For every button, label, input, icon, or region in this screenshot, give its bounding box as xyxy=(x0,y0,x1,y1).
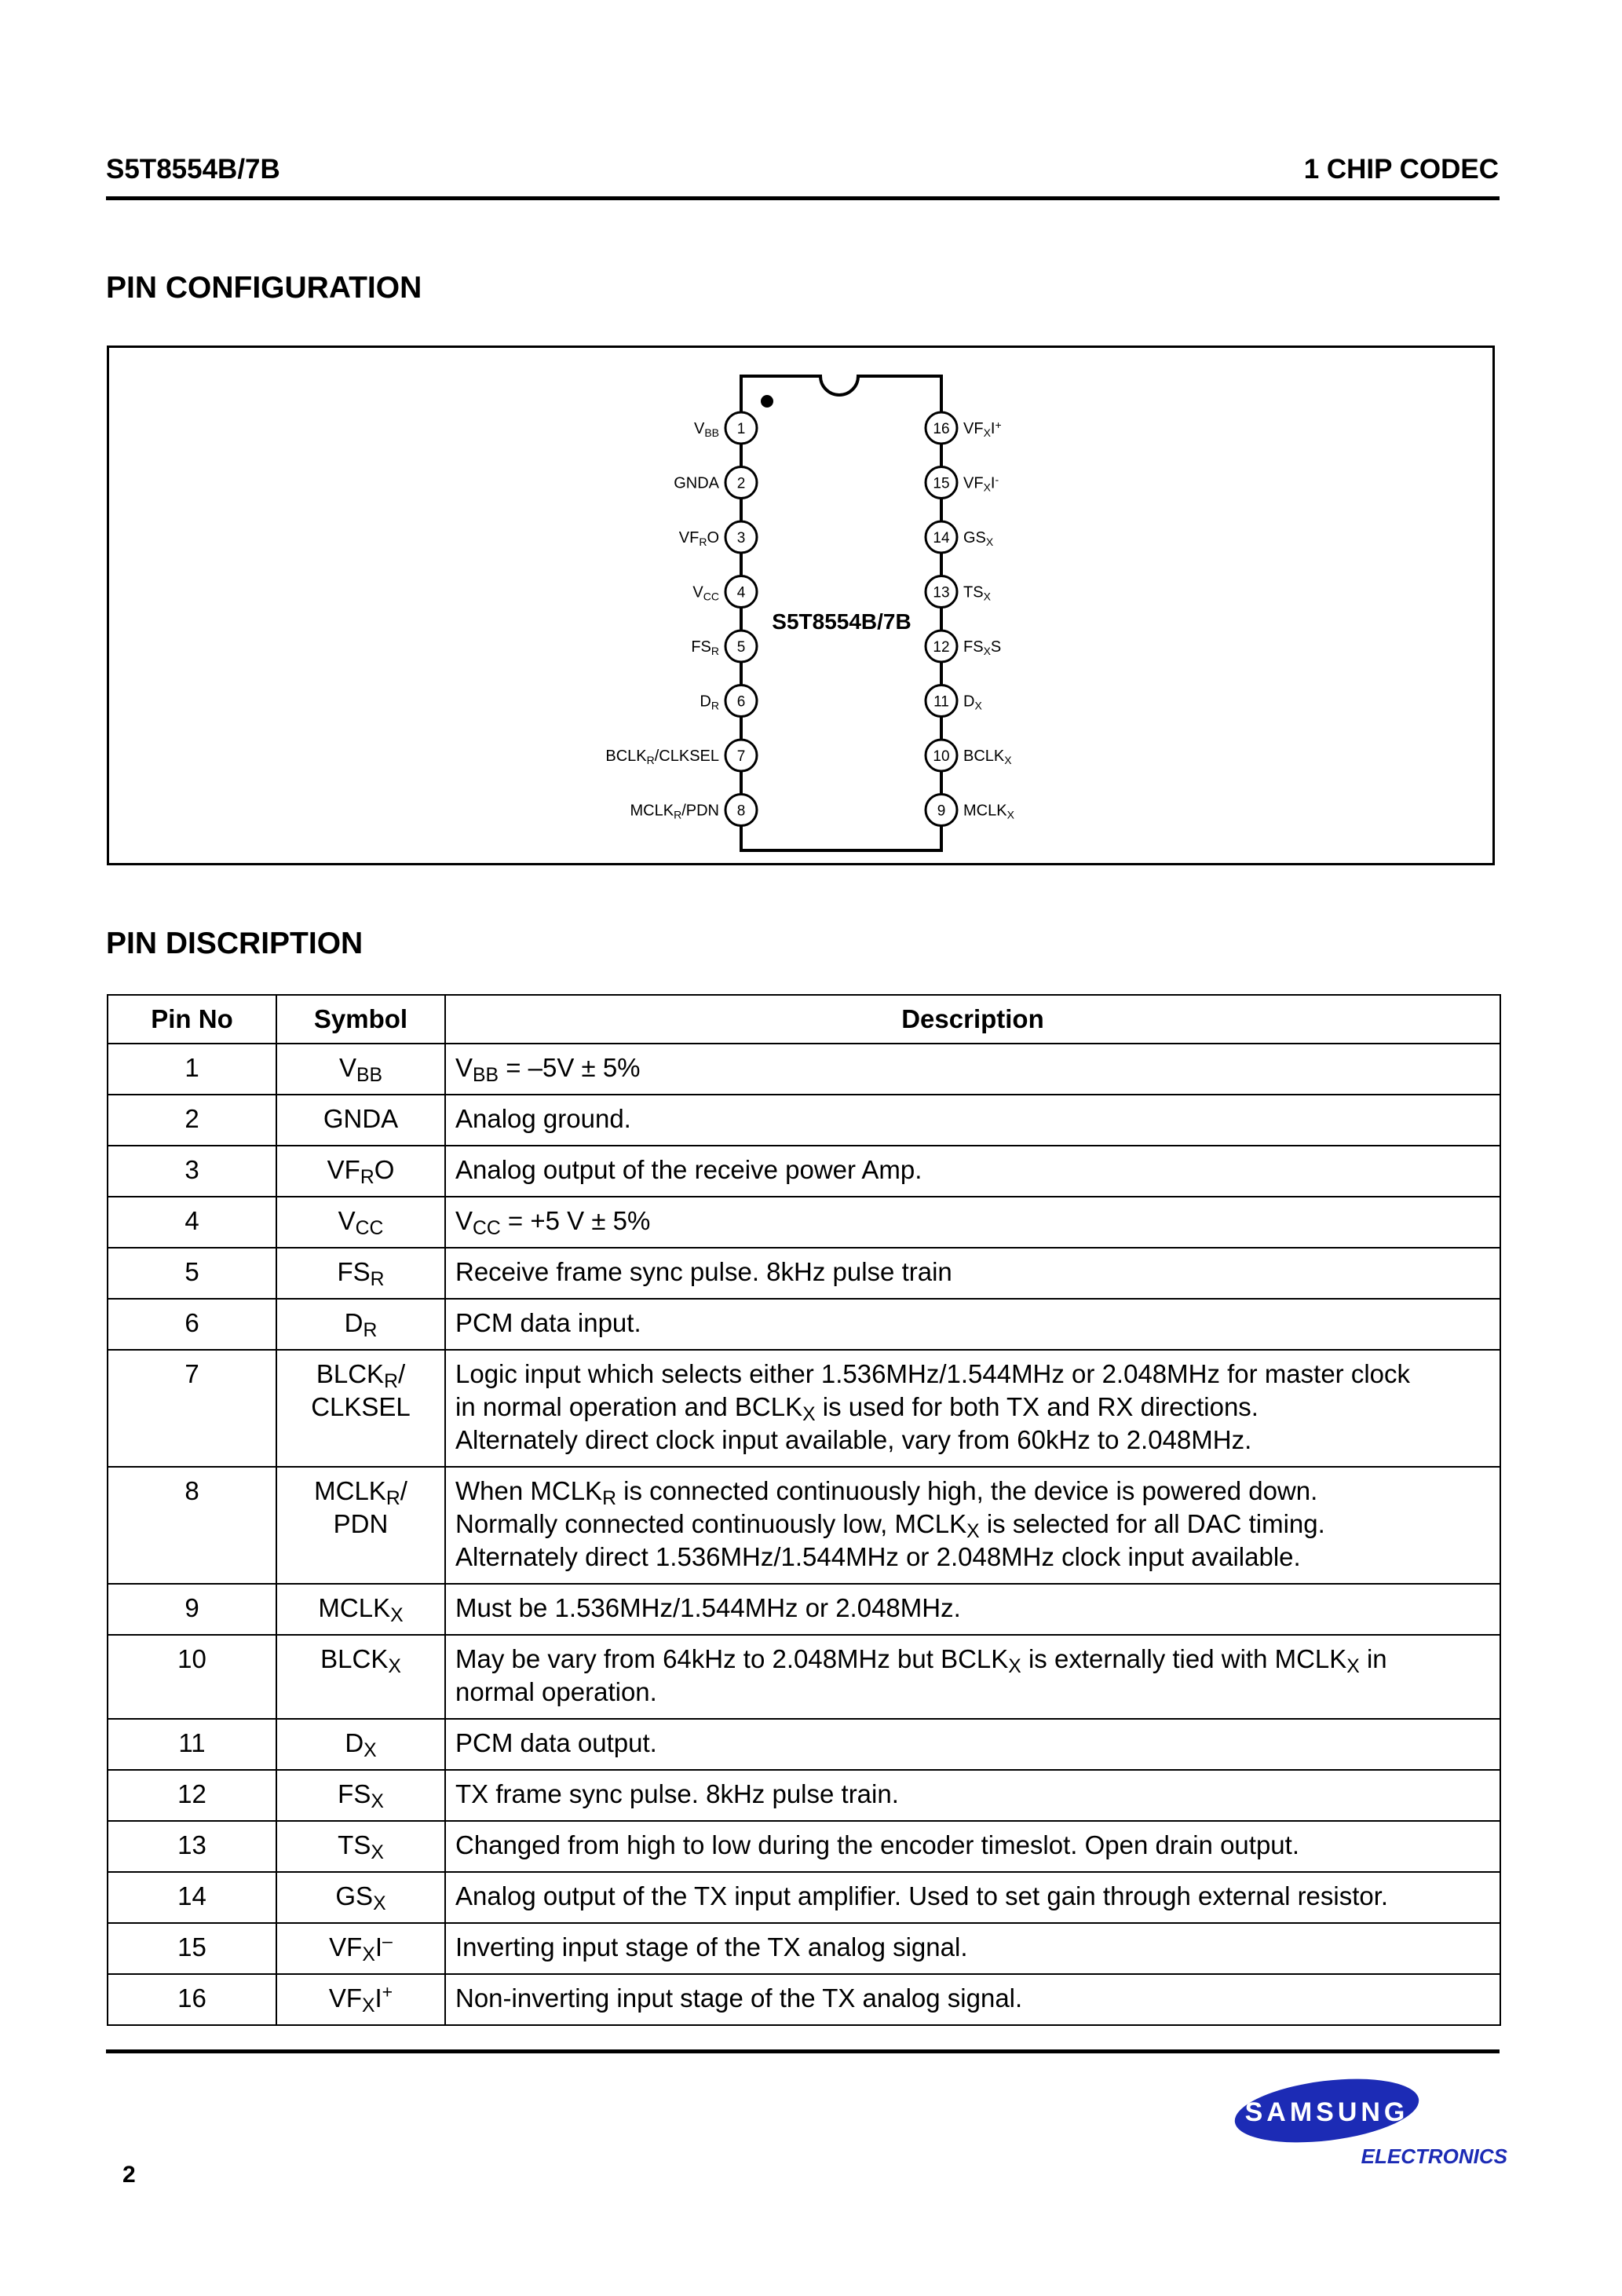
pin-label xyxy=(700,693,719,712)
pin-label-text: /PDN xyxy=(681,802,719,820)
subscript-text: R xyxy=(385,1488,400,1510)
symbol-cell xyxy=(276,1248,445,1299)
pin-label-text: V xyxy=(692,583,703,601)
text-run: = –5V ± 5% xyxy=(499,1053,641,1082)
pin-number-cell: 12 xyxy=(108,1770,276,1821)
symbol-cell xyxy=(276,1299,445,1350)
pin-number-cell: 4 xyxy=(108,1197,276,1248)
text-run: Receive frame sync pulse. 8kHz pulse train xyxy=(455,1257,952,1286)
description-line xyxy=(455,1102,1490,1135)
subscript-text: CC xyxy=(355,1218,384,1240)
text-run: FS xyxy=(337,1257,371,1286)
pin-number: 16 xyxy=(933,421,950,437)
text-run: VF xyxy=(328,1983,362,2013)
symbol-cell xyxy=(276,1923,445,1974)
subscript-text: X xyxy=(362,1944,375,1966)
pin-label-text: I xyxy=(990,420,995,437)
description-cell xyxy=(445,1350,1500,1467)
pin-label xyxy=(963,693,982,712)
text-run: is selected for all DAC timing. xyxy=(979,1509,1325,1538)
text-run: in normal operation and BCLK xyxy=(455,1392,803,1421)
table-row xyxy=(108,1248,1500,1299)
symbol-line xyxy=(287,1829,435,1862)
table-row xyxy=(108,1350,1500,1467)
text-run: Analog ground. xyxy=(455,1104,631,1133)
text-run: Inverting input stage of the TX analog signal. xyxy=(455,1932,968,1961)
pin-number: 3 xyxy=(736,530,746,547)
page-number: 2 xyxy=(122,2162,136,2188)
pin-label xyxy=(630,803,720,821)
pin-label-text: S xyxy=(990,638,1002,656)
pin-label-subscript: X xyxy=(983,426,991,439)
symbol-line xyxy=(287,1880,435,1913)
description-line xyxy=(455,1256,1490,1289)
table-row xyxy=(108,1974,1500,2025)
pin-number-cell: 13 xyxy=(108,1821,276,1872)
subscript-text: X xyxy=(388,1656,401,1678)
subscript-text: CC xyxy=(473,1218,501,1240)
pin-number: 4 xyxy=(736,584,746,601)
pin-label xyxy=(963,473,999,494)
pin-label xyxy=(605,748,719,766)
subscript-text: BB xyxy=(473,1065,499,1087)
pin-label-subscript: R xyxy=(711,699,719,712)
description-cell xyxy=(445,1467,1500,1584)
description-line xyxy=(455,1391,1490,1424)
footer-rule xyxy=(106,2049,1500,2053)
description-line xyxy=(455,1508,1490,1541)
symbol-cell xyxy=(276,1095,445,1146)
symbol-cell xyxy=(276,1146,445,1197)
symbol-line xyxy=(287,1508,435,1541)
pin-number: 11 xyxy=(933,693,949,711)
description-cell xyxy=(445,1821,1500,1872)
pin-label-text: VF xyxy=(963,474,984,492)
pin-configuration-diagram xyxy=(107,345,1495,865)
text-run: May be vary from 64kHz to 2.048MHz but BCLK xyxy=(455,1644,1009,1673)
pin-label-text: TS xyxy=(963,583,984,601)
description-cell xyxy=(445,1974,1500,2025)
subscript-text: R xyxy=(602,1488,616,1510)
text-run: V xyxy=(338,1206,356,1235)
pin-label xyxy=(674,475,719,492)
pin-label xyxy=(691,638,719,657)
description-cell xyxy=(445,1248,1500,1299)
symbol-line xyxy=(287,1205,435,1238)
text-run: MCLK xyxy=(318,1593,391,1622)
pin-label-text: FS xyxy=(691,638,711,656)
subscript-text: X xyxy=(371,1791,384,1813)
symbol-cell xyxy=(276,1719,445,1770)
text-run: is externally tied with MCLK xyxy=(1021,1644,1347,1673)
pin-number: 2 xyxy=(736,475,746,492)
subscript-text: X xyxy=(390,1605,404,1627)
pin-label xyxy=(963,638,1001,657)
column-header-symbol: Symbol xyxy=(276,995,445,1044)
pin-label-text: BCLK xyxy=(963,748,1005,765)
description-line xyxy=(455,1592,1490,1625)
pin-number-cell: 6 xyxy=(108,1299,276,1350)
symbol-cell xyxy=(276,1635,445,1719)
symbol-line xyxy=(287,1931,435,1964)
text-run: Non-inverting input stage of the TX analog signal. xyxy=(455,1983,1023,2013)
symbol-line xyxy=(287,1727,435,1760)
symbol-cell xyxy=(276,1044,445,1095)
pin-number: 12 xyxy=(933,639,950,656)
pin-label xyxy=(963,584,992,603)
symbol-cell xyxy=(276,1872,445,1923)
table-row xyxy=(108,1770,1500,1821)
pin-label-text: GNDA xyxy=(674,474,719,492)
description-cell xyxy=(445,1719,1500,1770)
description-line xyxy=(455,1676,1490,1709)
description-line xyxy=(455,1727,1490,1760)
pin-number-cell: 8 xyxy=(108,1467,276,1584)
description-line xyxy=(455,1778,1490,1811)
pin-number-cell: 7 xyxy=(108,1350,276,1467)
description-line xyxy=(455,1541,1490,1574)
text-run: Must be 1.536MHz/1.544MHz or 2.048MHz. xyxy=(455,1593,961,1622)
text-run: Alternately direct clock input available, vary from 60kHz to 2.048MHz. xyxy=(455,1425,1252,1454)
text-run: V xyxy=(338,1053,356,1082)
description-line xyxy=(455,1205,1490,1238)
text-run: = +5 V ± 5% xyxy=(500,1206,651,1235)
text-run: TX frame sync pulse. 8kHz pulse train. xyxy=(455,1779,899,1808)
description-line xyxy=(455,1880,1490,1913)
pin1-indicator-dot xyxy=(761,395,773,408)
description-line xyxy=(455,1982,1490,2015)
text-run: / xyxy=(400,1476,407,1505)
chip-part-label: S5T8554B/7B xyxy=(772,609,911,634)
description-cell xyxy=(445,1044,1500,1095)
pin-number: 9 xyxy=(937,803,946,820)
text-run: Alternately direct 1.536MHz/1.544MHz or 2.048MHz clock input available. xyxy=(455,1542,1301,1571)
description-cell xyxy=(445,1770,1500,1821)
pin-label-subscript: X xyxy=(983,481,991,494)
pin-label-subscript: X xyxy=(985,536,994,548)
description-line xyxy=(455,1307,1490,1340)
text-run: Logic input which selects either 1.536MHz/1.544MHz or 2.048MHz for master clock xyxy=(455,1359,1411,1388)
subscript-text: R xyxy=(360,1167,374,1189)
text-run: CLKSEL xyxy=(311,1392,411,1421)
table-row xyxy=(108,1299,1500,1350)
text-run: Analog output of the receive power Amp. xyxy=(455,1155,922,1184)
pin-label-subscript: R xyxy=(711,645,719,657)
subscript-text: X xyxy=(361,1995,375,2017)
pin-label-text: FS xyxy=(963,638,984,656)
description-cell xyxy=(445,1299,1500,1350)
table-row xyxy=(108,1821,1500,1872)
pin-label-text: MCLK xyxy=(963,802,1007,820)
pin-number-cell: 9 xyxy=(108,1584,276,1635)
symbol-line xyxy=(287,1153,435,1189)
symbol-cell xyxy=(276,1974,445,2025)
pin-label-text: BCLK xyxy=(605,748,647,765)
table-row xyxy=(108,1197,1500,1248)
table-header-row xyxy=(108,995,1500,1044)
pin-number-cell: 10 xyxy=(108,1635,276,1719)
pin-number-cell: 2 xyxy=(108,1095,276,1146)
text-run: D xyxy=(344,1308,363,1337)
pin-number-cell: 3 xyxy=(108,1146,276,1197)
text-run: is used for both TX and RX directions. xyxy=(815,1392,1259,1421)
description-cell xyxy=(445,1635,1500,1719)
table-row xyxy=(108,1923,1500,1974)
table-row xyxy=(108,1146,1500,1197)
pin-number-cell: 1 xyxy=(108,1044,276,1095)
table-row xyxy=(108,1467,1500,1584)
pin-label xyxy=(679,529,719,548)
symbol-line xyxy=(287,1778,435,1811)
symbol-line xyxy=(287,1358,435,1391)
pin-number-cell: 11 xyxy=(108,1719,276,1770)
pin-label-subscript: X xyxy=(1004,754,1012,766)
subscript-text: X xyxy=(1346,1656,1360,1678)
subscript-text: X xyxy=(966,1521,980,1543)
header-part-number: S5T8554B/7B xyxy=(106,154,280,185)
text-run: V xyxy=(455,1206,473,1235)
symbol-line xyxy=(287,1643,435,1676)
symbol-line xyxy=(287,1592,435,1625)
text-run: in xyxy=(1359,1644,1387,1673)
symbol-cell xyxy=(276,1584,445,1635)
text-run: Normally connected continuously low, MCLK xyxy=(455,1509,967,1538)
text-run: GNDA xyxy=(323,1104,399,1133)
text-run: is connected continuously high, the device is powered down. xyxy=(616,1476,1318,1505)
table-row xyxy=(108,1584,1500,1635)
subscript-text: X xyxy=(802,1404,816,1426)
pin-label xyxy=(963,529,994,548)
pin-label-text: GS xyxy=(963,529,986,547)
pin-label-text: /CLKSEL xyxy=(654,748,719,765)
text-run: VF xyxy=(327,1155,360,1184)
column-header-pin-no: Pin No xyxy=(108,995,276,1044)
table-row xyxy=(108,1095,1500,1146)
symbol-line xyxy=(287,1391,435,1424)
pin-label-text: VF xyxy=(963,420,984,437)
pin-number-cell: 16 xyxy=(108,1974,276,2025)
table-row xyxy=(108,1044,1500,1095)
subscript-text: R xyxy=(363,1320,378,1342)
symbol-line xyxy=(287,1051,435,1087)
symbol-cell xyxy=(276,1197,445,1248)
description-line xyxy=(455,1358,1490,1391)
description-cell xyxy=(445,1095,1500,1146)
text-run: BLCK xyxy=(320,1644,389,1673)
pin-description-heading: PIN DISCRIPTION xyxy=(106,927,363,960)
subscript-text: X xyxy=(1008,1656,1021,1678)
header-rule xyxy=(106,196,1500,200)
symbol-cell xyxy=(276,1821,445,1872)
pin-number-cell: 5 xyxy=(108,1248,276,1299)
symbol-line xyxy=(287,1307,435,1340)
pin-number: 8 xyxy=(736,803,746,820)
logo-brand-text: SAMSUNG xyxy=(1244,2097,1409,2127)
text-run: FS xyxy=(338,1779,371,1808)
text-run: PCM data input. xyxy=(455,1308,641,1337)
pin-label-text: O xyxy=(707,529,719,547)
pin-number: 10 xyxy=(933,748,950,765)
symbol-line xyxy=(287,1982,435,2015)
text-run: GS xyxy=(335,1881,374,1910)
symbol-line xyxy=(287,1475,435,1508)
description-line xyxy=(455,1829,1490,1862)
text-run: Changed from high to low during the encoder timeslot. Open drain output. xyxy=(455,1830,1299,1859)
pin-label-superscript: + xyxy=(995,419,1002,431)
pin-label-subscript: CC xyxy=(703,590,719,603)
table-row xyxy=(108,1635,1500,1719)
table-row xyxy=(108,1872,1500,1923)
text-run: MCLK xyxy=(314,1476,386,1505)
description-line xyxy=(455,1051,1490,1087)
text-run: Analog output of the TX input amplifier. Used to set gain through external resistor. xyxy=(455,1881,1389,1910)
pin-label-text: VF xyxy=(678,529,700,547)
pin-label-subscript: BB xyxy=(704,426,719,439)
pin-number-cell: 14 xyxy=(108,1872,276,1923)
description-cell xyxy=(445,1923,1500,1974)
text-run: I xyxy=(374,1983,382,2013)
symbol-cell xyxy=(276,1350,445,1467)
pin-number: 14 xyxy=(933,530,950,547)
pin-number: 1 xyxy=(736,421,746,437)
text-run: TS xyxy=(338,1830,371,1859)
description-line xyxy=(455,1153,1490,1186)
text-run: D xyxy=(345,1728,364,1757)
pin-label-subscript: R xyxy=(674,808,682,821)
column-header-description: Description xyxy=(445,995,1500,1044)
subscript-text: R xyxy=(370,1269,385,1291)
symbol-line xyxy=(287,1256,435,1289)
pin-label-subscript: R xyxy=(699,536,707,548)
pin-label-subscript: X xyxy=(1006,808,1014,821)
pin-label xyxy=(963,419,1002,439)
pin-number: 7 xyxy=(736,748,746,765)
text-run: PCM data output. xyxy=(455,1728,657,1757)
symbol-line xyxy=(287,1102,435,1135)
text-run: I xyxy=(374,1932,382,1961)
text-run: PDN xyxy=(333,1509,389,1538)
text-run: VF xyxy=(329,1932,363,1961)
pin-label-subscript: X xyxy=(983,590,991,603)
header-title: 1 CHIP CODEC xyxy=(1303,154,1499,185)
pin-number-cell: 15 xyxy=(108,1923,276,1974)
table-row xyxy=(108,1719,1500,1770)
description-cell xyxy=(445,1197,1500,1248)
text-run: BLCK xyxy=(316,1359,385,1388)
pin-label-text: D xyxy=(963,693,975,711)
pin-label-text: V xyxy=(693,420,705,437)
description-line xyxy=(455,1643,1490,1676)
subscript-text: X xyxy=(371,1842,384,1864)
chip-package-drawing xyxy=(109,348,1492,863)
subscript-text: X xyxy=(373,1893,386,1915)
description-line xyxy=(455,1424,1490,1457)
superscript-text: – xyxy=(382,1930,393,1951)
text-run: normal operation. xyxy=(455,1677,657,1706)
superscript-text: + xyxy=(382,1981,393,2002)
text-run: When MCLK xyxy=(455,1476,603,1505)
pin-label-subscript: R xyxy=(646,754,655,766)
pin-label-text: D xyxy=(700,693,711,711)
pin-configuration-heading: PIN CONFIGURATION xyxy=(106,271,422,305)
text-run: V xyxy=(455,1053,473,1082)
description-cell xyxy=(445,1872,1500,1923)
pin-label xyxy=(963,748,1012,766)
description-cell xyxy=(445,1584,1500,1635)
pin-description-body xyxy=(108,1044,1500,2025)
samsung-electronics-logo xyxy=(1233,2071,1507,2174)
pin-number: 15 xyxy=(933,475,950,492)
pin-label xyxy=(692,584,719,603)
pin-number: 6 xyxy=(736,693,746,711)
subscript-text: BB xyxy=(356,1065,383,1087)
pin-description-table xyxy=(107,994,1501,2026)
pin-label xyxy=(694,420,719,439)
symbol-cell xyxy=(276,1770,445,1821)
subscript-text: X xyxy=(363,1740,377,1762)
pin-label-text: I xyxy=(990,474,995,492)
pin-number: 5 xyxy=(736,639,746,656)
subscript-text: R xyxy=(384,1371,398,1393)
description-line xyxy=(455,1931,1490,1964)
text-run: O xyxy=(374,1155,395,1184)
description-cell xyxy=(445,1146,1500,1197)
pin-label-superscript: - xyxy=(995,473,999,486)
pin-label-text: MCLK xyxy=(630,802,674,820)
logo-division-text: ELECTRONICS xyxy=(1361,2144,1507,2168)
symbol-cell xyxy=(276,1467,445,1584)
pin-label-subscript: X xyxy=(974,699,982,712)
text-run: / xyxy=(397,1359,406,1388)
pin-number: 13 xyxy=(933,584,950,601)
pin-label-subscript: X xyxy=(983,645,991,657)
pin-label xyxy=(963,803,1015,821)
description-line xyxy=(455,1475,1490,1508)
